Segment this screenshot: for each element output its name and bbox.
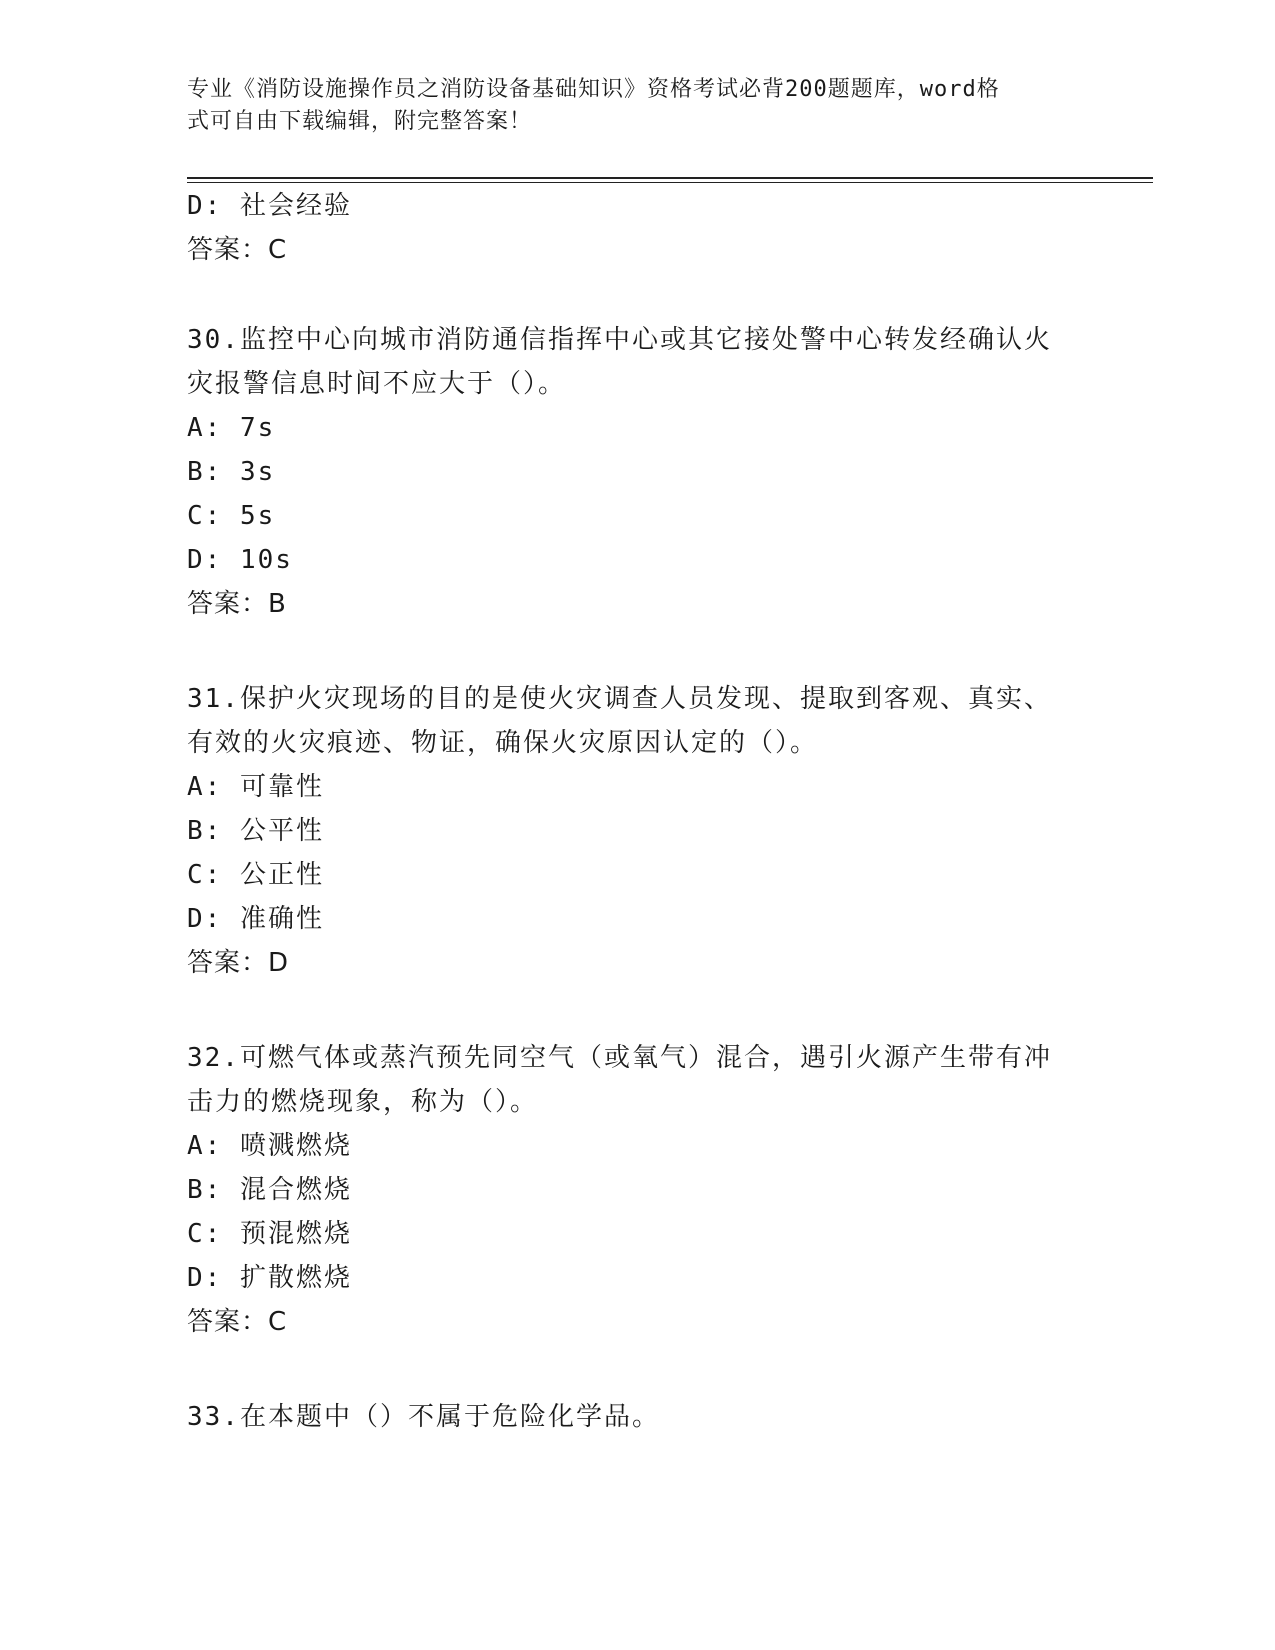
header-divider-thick bbox=[187, 177, 1153, 179]
answer-line: 答案：D bbox=[187, 948, 290, 978]
option-d: D: 准确性 bbox=[187, 904, 324, 934]
question-stem-line-1: 31.保护火灾现场的目的是使火灾调查人员发现、提取到客观、真实、 bbox=[187, 684, 1052, 714]
question-stem-line-1: 32.可燃气体或蒸汽预先同空气（或氧气）混合，遇引火源产生带有冲 bbox=[187, 1043, 1052, 1073]
option-a: A: 喷溅燃烧 bbox=[187, 1131, 352, 1161]
option-d: D: 社会经验 bbox=[187, 191, 352, 221]
header-line-2: 式可自由下载编辑，附完整答案！ bbox=[187, 109, 533, 134]
answer-line: 答案：C bbox=[187, 1307, 288, 1337]
question-stem-line-1: 30.监控中心向城市消防通信指挥中心或其它接处警中心转发经确认火 bbox=[187, 325, 1052, 355]
option-a: A: 可靠性 bbox=[187, 772, 324, 802]
option-d: D: 10s bbox=[187, 545, 293, 575]
option-a: A: 7s bbox=[187, 413, 276, 443]
option-d: D: 扩散燃烧 bbox=[187, 1263, 352, 1293]
document-header bbox=[187, 74, 1087, 138]
option-b: B: 3s bbox=[187, 457, 276, 487]
header-line-1: 专业《消防设施操作员之消防设备基础知识》资格考试必背200题题库，word格 bbox=[187, 77, 1000, 102]
option-c: C: 预混燃烧 bbox=[187, 1219, 352, 1249]
option-c: C: 公正性 bbox=[187, 860, 324, 890]
question-stem-line-1: 33.在本题中（）不属于危险化学品。 bbox=[187, 1402, 660, 1432]
answer-line: 答案：B bbox=[187, 589, 287, 619]
question-stem-line-2: 灾报警信息时间不应大于（）。 bbox=[187, 369, 567, 399]
option-b: B: 混合燃烧 bbox=[187, 1175, 352, 1205]
option-b: B: 公平性 bbox=[187, 816, 324, 846]
question-stem-line-2: 有效的火灾痕迹、物证，确保火灾原因认定的（）。 bbox=[187, 728, 819, 758]
answer-line: 答案：C bbox=[187, 235, 288, 265]
question-stem-line-2: 击力的燃烧现象，称为（）。 bbox=[187, 1087, 539, 1117]
header-divider-thin bbox=[187, 182, 1153, 183]
option-c: C: 5s bbox=[187, 501, 276, 531]
